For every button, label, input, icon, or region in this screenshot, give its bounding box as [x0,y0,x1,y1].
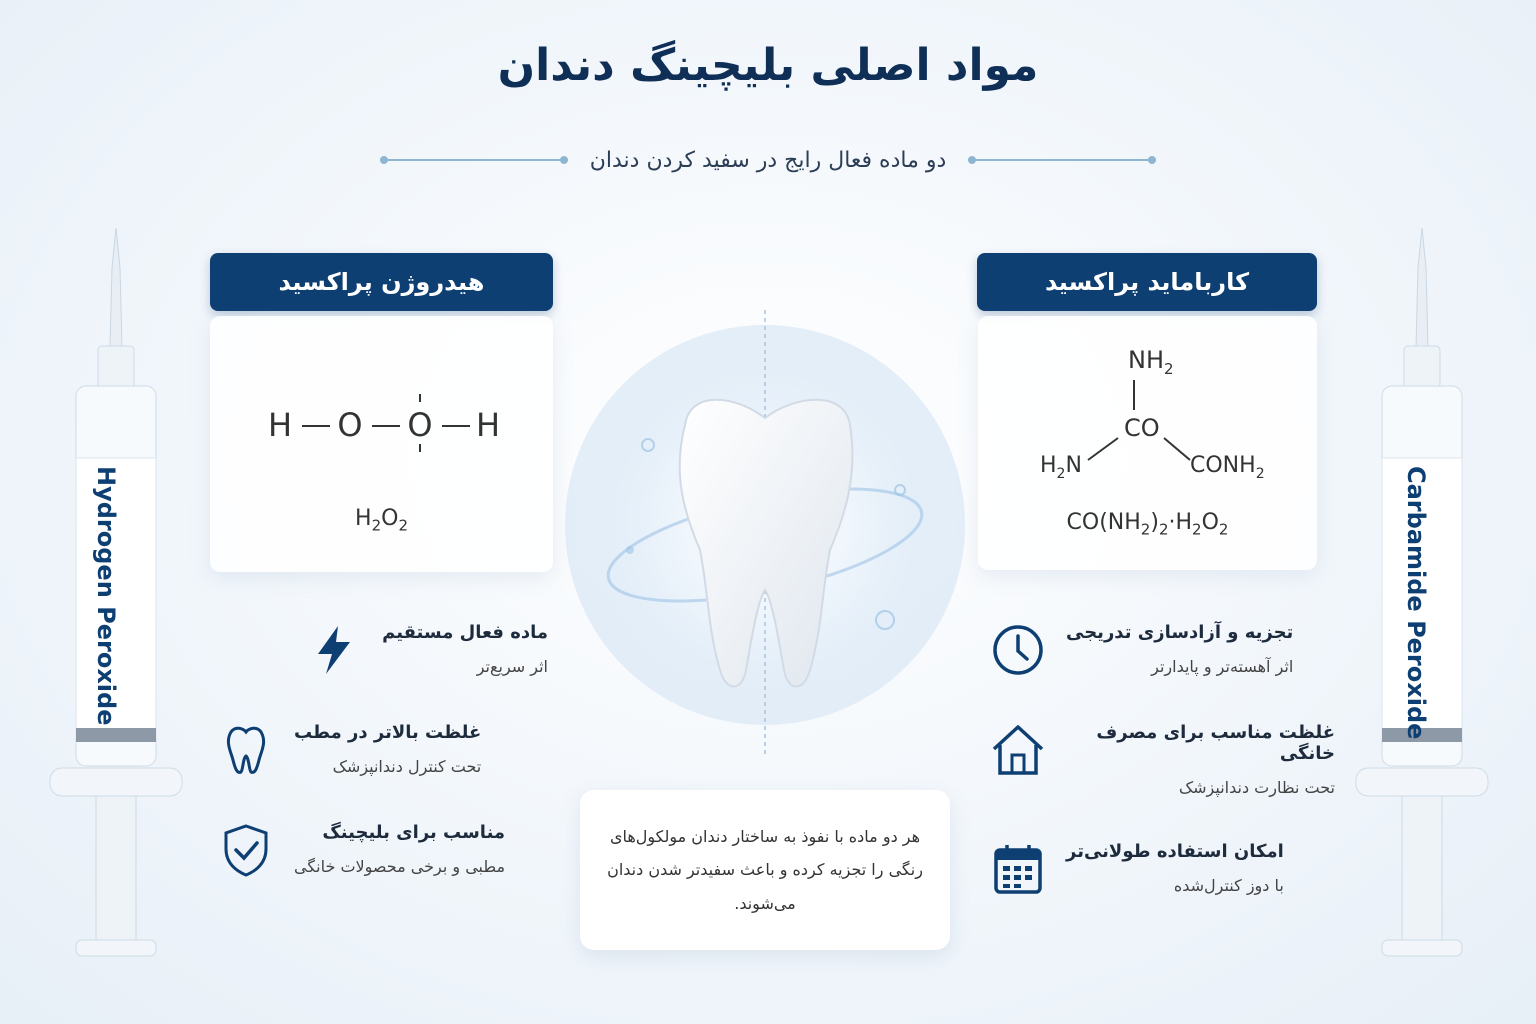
hydrogen-peroxide-card [210,316,553,572]
left-features [218,622,548,878]
left-feature-2 [218,722,548,778]
h2o2-atom-o2: O [407,406,433,444]
calendar-icon [990,841,1046,897]
shield-check-icon [218,822,274,878]
syringe-left-label: Hydrogen Peroxide [92,466,120,726]
tooth-illustration [560,300,970,760]
right-features [990,622,1335,897]
left-feature-3-subtitle: مطبی و برخی محصولات خانگی [294,857,506,876]
mechanism-note-card [580,790,950,950]
h2o2-atom-o1: O [337,406,363,444]
clock-icon [990,622,1046,678]
h2o2-atom-h1: H [267,406,293,444]
left-syringe [40,228,190,988]
carbamide-left-group: $H_2N$ [1040,453,1082,482]
page-title: مواد اصلی بلیچینگ دندان [497,40,1039,91]
h2o2-atom-h2: H [475,406,501,444]
hydrogen-peroxide-header: هیدروژن پراکسید [210,253,553,311]
subtitle-divider-right [968,159,1156,161]
hydrogen-peroxide-formula: $H_2O_2$ [355,506,408,535]
left-feature-1-subtitle: اثر سریع‌تر [476,657,548,676]
subtitle-row [380,140,1156,180]
left-feature-2-subtitle: تحت کنترل دندانپزشک [332,757,482,776]
right-syringe [1346,228,1496,988]
mechanism-note-text: هر دو ماده با نفوذ به ساختار دندان مولکول‌های رنگی را تجزیه کرده و باعث سفیدتر شدن دندان می‌شوند. [607,826,923,913]
subtitle-divider-left [380,159,568,161]
home-icon [990,722,1046,778]
carbamide-peroxide-card [978,316,1317,570]
right-feature-1-title: تجزیه و آزادسازی تدریجی [1066,622,1294,643]
lightning-icon [306,622,362,678]
right-feature-3-subtitle: با دوز کنترل‌شده [1173,876,1284,895]
tooth-graphic [560,300,970,760]
right-feature-2-subtitle: تحت نظارت دندانپزشک [1178,778,1335,797]
carbamide-center-group: CO [1124,414,1160,442]
carbamide-top-group: $NH_2$ [1128,346,1174,378]
right-feature-3 [990,841,1335,897]
carbamide-right-group: $CONH_2$ [1190,453,1265,482]
left-feature-1 [218,622,548,678]
syringe-right-label: Carbamide Peroxide [1402,466,1430,740]
right-feature-1-subtitle: اثر آهسته‌تر و پایدارتر [1151,657,1294,676]
right-feature-2 [990,722,1335,797]
carbamide-peroxide-formula: $CO(NH_2)_2\cdot H_2O_2$ [1066,510,1229,539]
page-subtitle: دو ماده فعال رایج در سفید کردن دندان [589,147,947,173]
carbamide-peroxide-structure [978,336,1317,506]
left-feature-3-title: مناسب برای بلیچینگ [322,822,506,843]
left-feature-3 [218,822,548,878]
hydrogen-peroxide-structure [210,376,553,496]
tooth-icon [218,722,274,778]
right-feature-3-title: امکان استفاده طولانی‌تر [1066,841,1284,862]
right-feature-1 [990,622,1335,678]
left-feature-2-title: غلظت بالاتر در مطب [294,722,482,743]
left-feature-1-title: ماده فعال مستقیم [382,622,548,643]
carbamide-peroxide-header: کاربامايد پراکسید [977,253,1317,311]
right-feature-2-title: غلظت مناسب برای مصرف خانگی [1096,722,1335,764]
